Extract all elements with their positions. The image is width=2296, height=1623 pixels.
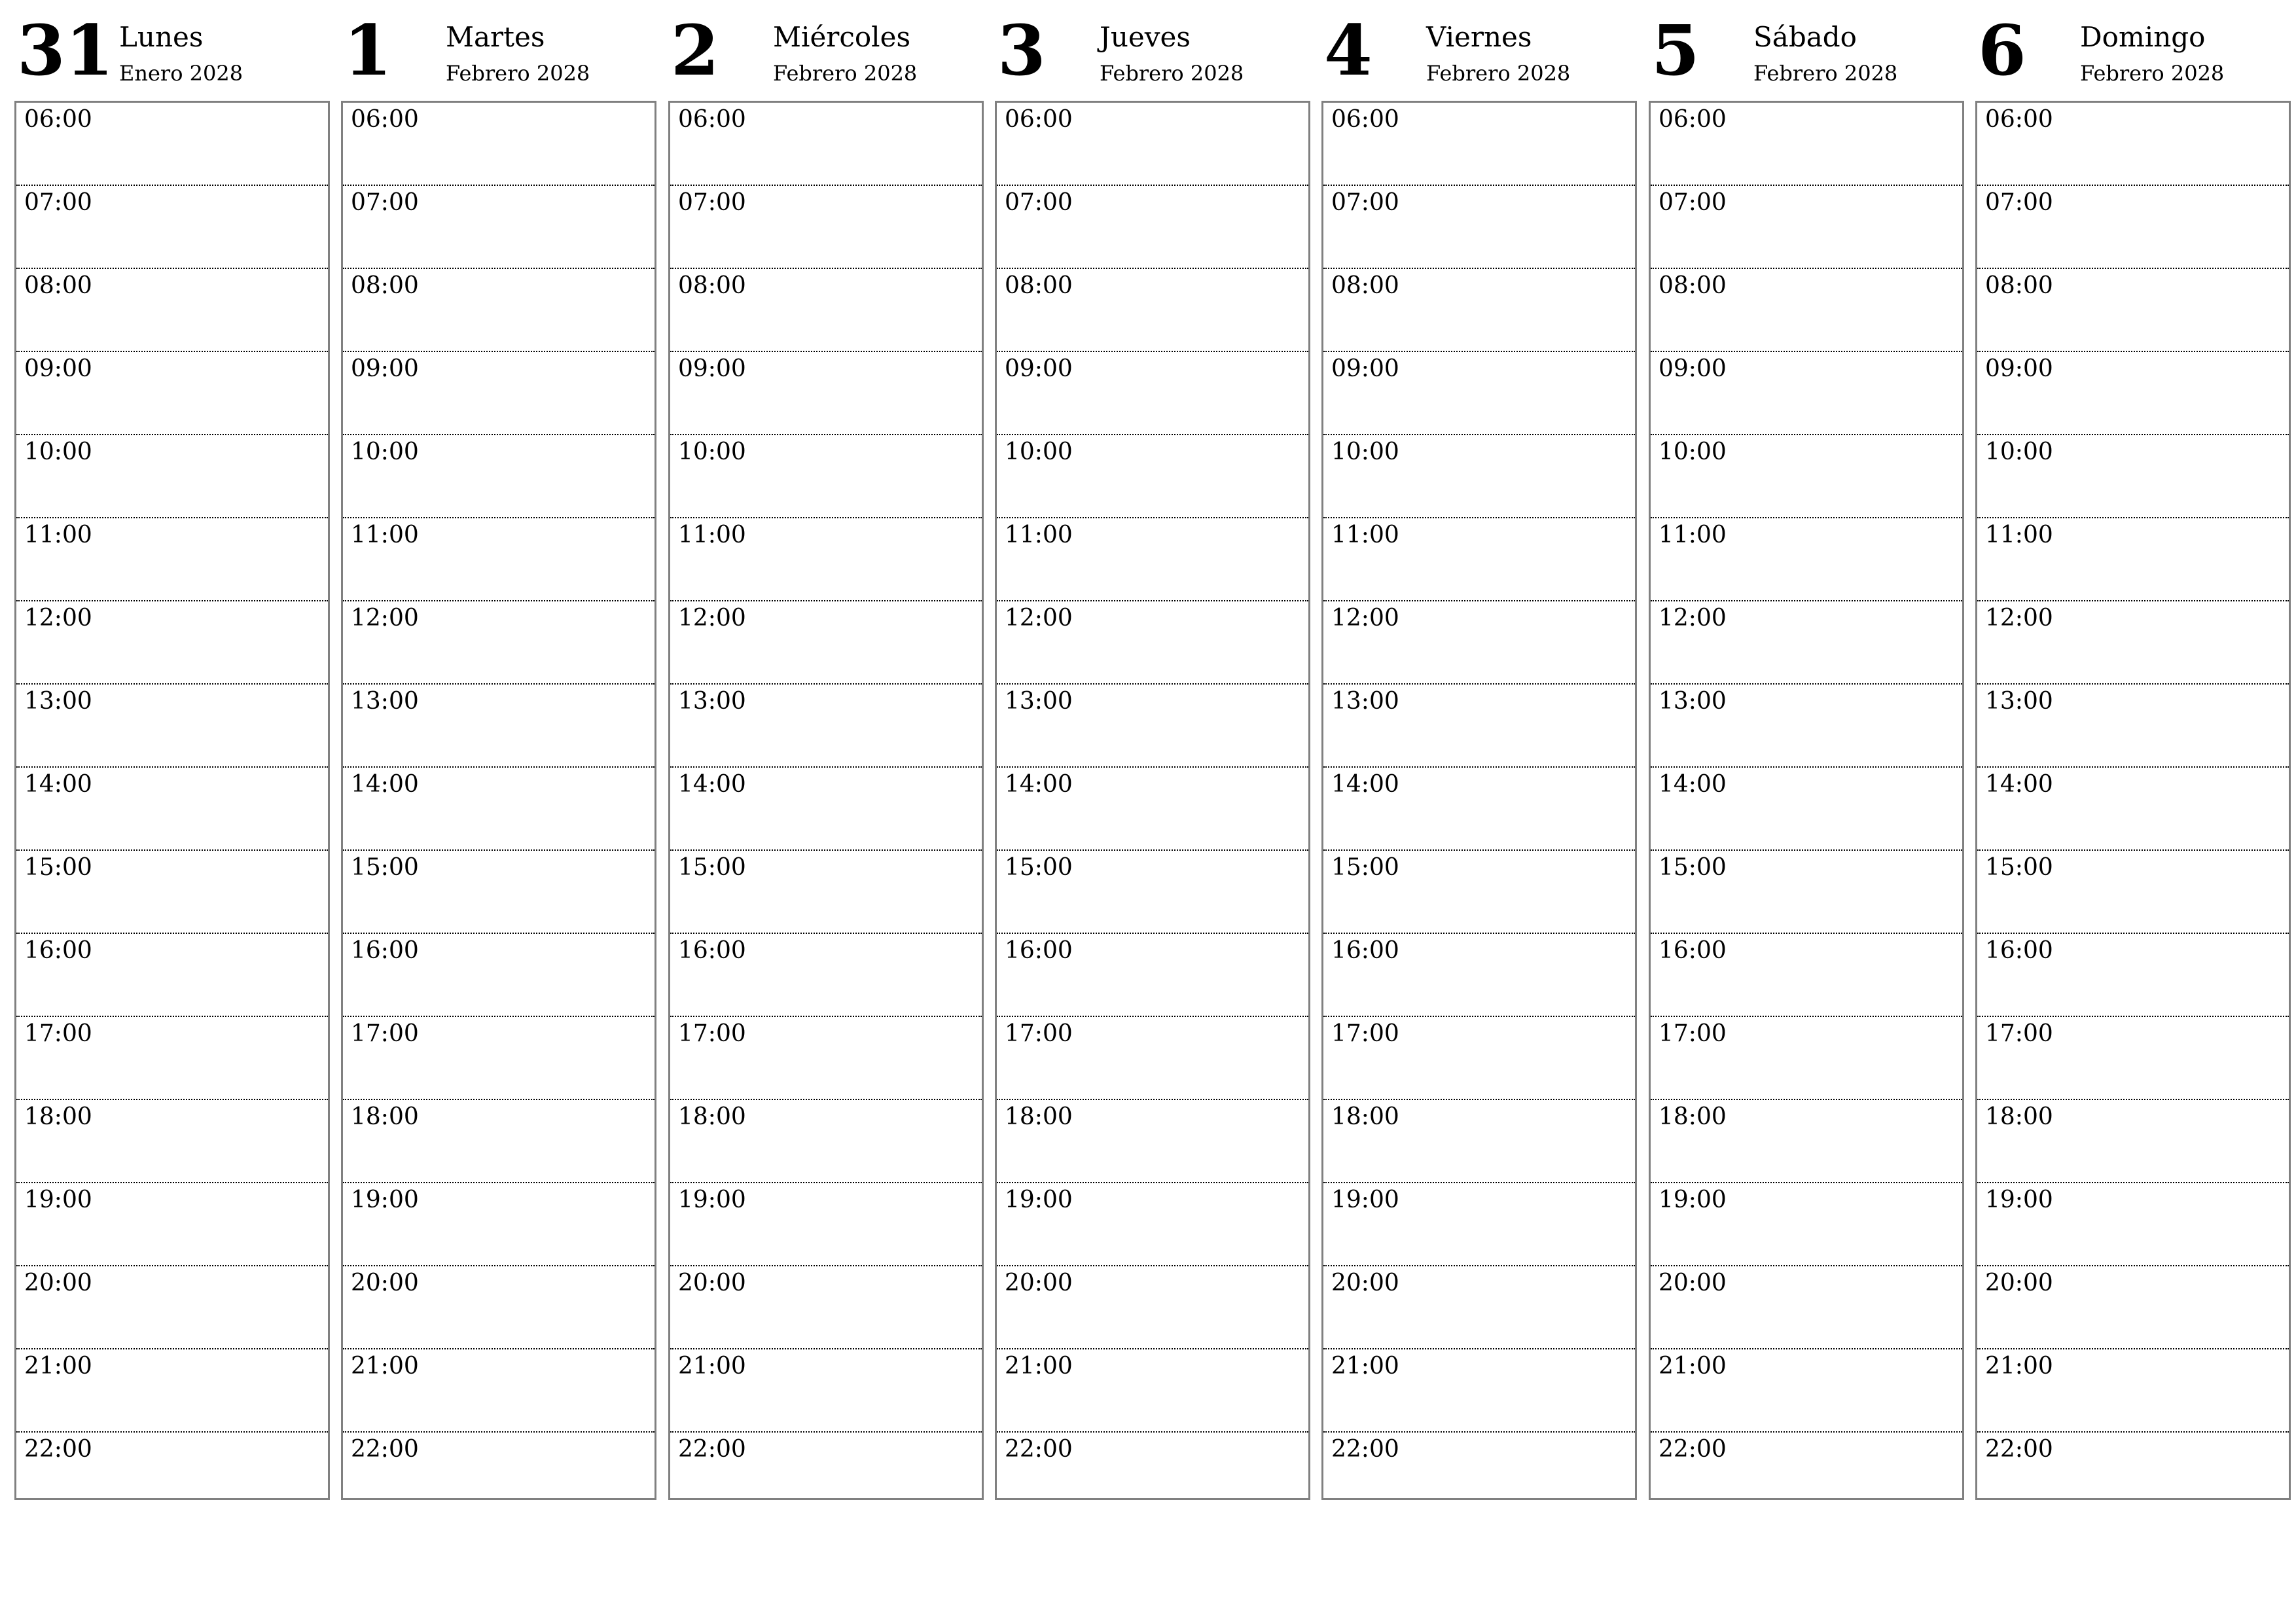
- time-slot-label: 13:00: [1005, 688, 1073, 715]
- time-slot-label: 10:00: [24, 438, 92, 465]
- time-slot-label: 06:00: [1659, 106, 1727, 133]
- day-schedule-box: [668, 101, 984, 1500]
- time-slot-label: 20:00: [24, 1270, 92, 1296]
- time-slot-label: 17:00: [1985, 1020, 2053, 1047]
- time-slot[interactable]: [1651, 186, 1962, 269]
- time-slot[interactable]: [997, 851, 1308, 934]
- time-slot-label: 17:00: [1331, 1020, 1399, 1047]
- day-month: Febrero 2028: [773, 61, 918, 86]
- time-slot[interactable]: [1651, 768, 1962, 851]
- time-slot-label: 18:00: [1985, 1103, 2053, 1130]
- time-slot-label: 19:00: [678, 1186, 746, 1213]
- time-slot-label: 07:00: [1005, 189, 1073, 216]
- time-slot[interactable]: [1977, 269, 2289, 352]
- time-slot[interactable]: [1651, 352, 1962, 435]
- day-month: Febrero 2028: [1100, 61, 1244, 86]
- time-slot[interactable]: [1323, 685, 1635, 768]
- time-slot[interactable]: [1651, 1266, 1962, 1349]
- time-slot[interactable]: [16, 269, 328, 352]
- time-slot-label: 13:00: [1659, 688, 1727, 715]
- time-slot[interactable]: [1977, 352, 2289, 435]
- time-slot-label: 12:00: [678, 605, 746, 632]
- time-slot[interactable]: [1651, 601, 1962, 685]
- time-slot[interactable]: [1323, 1183, 1635, 1266]
- time-slot[interactable]: [1323, 269, 1635, 352]
- time-slot-label: 14:00: [1005, 771, 1073, 798]
- time-slot-label: 09:00: [678, 355, 746, 382]
- time-slot[interactable]: [1651, 518, 1962, 601]
- time-slot-label: 13:00: [678, 688, 746, 715]
- time-slot[interactable]: [1977, 934, 2289, 1017]
- time-slot-label: 18:00: [24, 1103, 92, 1130]
- time-slot[interactable]: [670, 1349, 982, 1433]
- time-slot-label: 16:00: [24, 937, 92, 964]
- time-slot[interactable]: [343, 1433, 655, 1514]
- time-slot-label: 20:00: [1005, 1270, 1073, 1296]
- time-slot[interactable]: [1977, 1100, 2289, 1183]
- time-slot[interactable]: [1651, 1433, 1962, 1514]
- time-slot[interactable]: [1977, 1266, 2289, 1349]
- time-slot-label: 14:00: [351, 771, 419, 798]
- day-schedule-box: [1321, 101, 1637, 1500]
- time-slot[interactable]: [343, 1183, 655, 1266]
- time-slot-label: 11:00: [1985, 522, 2053, 548]
- time-slot[interactable]: [1323, 1017, 1635, 1100]
- time-slot-label: 20:00: [678, 1270, 746, 1296]
- time-slot-label: 07:00: [1985, 189, 2053, 216]
- time-slot[interactable]: [997, 435, 1308, 518]
- time-slot[interactable]: [1977, 186, 2289, 269]
- time-slot-label: 13:00: [351, 688, 419, 715]
- time-slot[interactable]: [670, 934, 982, 1017]
- day-number: 31: [17, 9, 114, 91]
- time-slot-label: 14:00: [1331, 771, 1399, 798]
- time-slot[interactable]: [343, 103, 655, 186]
- time-slot-label: 09:00: [1331, 355, 1399, 382]
- time-slot-label: 06:00: [678, 106, 746, 133]
- time-slot[interactable]: [343, 269, 655, 352]
- time-slot[interactable]: [16, 934, 328, 1017]
- time-slot[interactable]: [1651, 851, 1962, 934]
- time-slot-label: 10:00: [1005, 438, 1073, 465]
- time-slot[interactable]: [997, 768, 1308, 851]
- time-slot-label: 09:00: [1985, 355, 2053, 382]
- day-number: 1: [344, 9, 392, 91]
- time-slot[interactable]: [1323, 1433, 1635, 1514]
- day-schedule-box: [995, 101, 1310, 1500]
- time-slot-label: 21:00: [1005, 1353, 1073, 1380]
- day-number: 5: [1651, 9, 1700, 91]
- day-number: 6: [1978, 9, 2026, 91]
- time-slot[interactable]: [1977, 1017, 2289, 1100]
- time-slot[interactable]: [343, 435, 655, 518]
- time-slot-label: 20:00: [351, 1270, 419, 1296]
- time-slot[interactable]: [670, 186, 982, 269]
- time-slot[interactable]: [1977, 851, 2289, 934]
- day-schedule-box: [14, 101, 330, 1500]
- time-slot-label: 22:00: [351, 1436, 419, 1463]
- time-slot[interactable]: [16, 851, 328, 934]
- day-schedule-box: [341, 101, 656, 1500]
- time-slot[interactable]: [16, 1266, 328, 1349]
- time-slot-label: 22:00: [1659, 1436, 1727, 1463]
- time-slot-label: 06:00: [351, 106, 419, 133]
- time-slot[interactable]: [997, 352, 1308, 435]
- time-slot[interactable]: [1323, 851, 1635, 934]
- time-slot-label: 13:00: [1331, 688, 1399, 715]
- time-slot[interactable]: [997, 1433, 1308, 1514]
- time-slot[interactable]: [343, 601, 655, 685]
- time-slot[interactable]: [16, 685, 328, 768]
- time-slot-label: 08:00: [24, 272, 92, 299]
- time-slot[interactable]: [1651, 1017, 1962, 1100]
- time-slot-label: 20:00: [1331, 1270, 1399, 1296]
- time-slot-label: 09:00: [1005, 355, 1073, 382]
- day-name: Sábado: [1753, 21, 1857, 53]
- time-slot-label: 06:00: [1005, 106, 1073, 133]
- time-slot-label: 15:00: [678, 854, 746, 881]
- time-slot-label: 21:00: [678, 1353, 746, 1380]
- time-slot[interactable]: [16, 103, 328, 186]
- time-slot-label: 07:00: [351, 189, 419, 216]
- time-slot[interactable]: [670, 352, 982, 435]
- time-slot-label: 07:00: [678, 189, 746, 216]
- time-slot-label: 18:00: [1331, 1103, 1399, 1130]
- time-slot[interactable]: [997, 1017, 1308, 1100]
- time-slot-label: 21:00: [1659, 1353, 1727, 1380]
- time-slot-label: 22:00: [24, 1436, 92, 1463]
- day-header: [14, 0, 329, 99]
- time-slot[interactable]: [1323, 103, 1635, 186]
- time-slot[interactable]: [670, 518, 982, 601]
- day-name: Viernes: [1426, 21, 1532, 53]
- time-slot-label: 22:00: [1005, 1436, 1073, 1463]
- time-slot[interactable]: [997, 1183, 1308, 1266]
- time-slot[interactable]: [1651, 1349, 1962, 1433]
- time-slot-label: 07:00: [1331, 189, 1399, 216]
- day-month: Enero 2028: [119, 61, 243, 86]
- time-slot[interactable]: [1651, 103, 1962, 186]
- time-slot[interactable]: [1977, 103, 2289, 186]
- day-month: Febrero 2028: [2080, 61, 2225, 86]
- time-slot[interactable]: [1651, 1100, 1962, 1183]
- time-slot-label: 19:00: [1005, 1186, 1073, 1213]
- time-slot[interactable]: [343, 186, 655, 269]
- time-slot-label: 21:00: [351, 1353, 419, 1380]
- time-slot-label: 08:00: [1659, 272, 1727, 299]
- time-slot[interactable]: [343, 1017, 655, 1100]
- time-slot-label: 10:00: [351, 438, 419, 465]
- time-slot-label: 22:00: [1985, 1436, 2053, 1463]
- time-slot-label: 19:00: [1659, 1186, 1727, 1213]
- day-schedule-box: [1649, 101, 1964, 1500]
- day-number: 2: [671, 9, 719, 91]
- time-slot-label: 10:00: [678, 438, 746, 465]
- time-slot-label: 06:00: [24, 106, 92, 133]
- time-slot-label: 22:00: [678, 1436, 746, 1463]
- time-slot[interactable]: [16, 435, 328, 518]
- time-slot[interactable]: [343, 1266, 655, 1349]
- day-schedule-box: [1975, 101, 2291, 1500]
- time-slot[interactable]: [1977, 685, 2289, 768]
- time-slot-label: 06:00: [1331, 106, 1399, 133]
- time-slot[interactable]: [343, 1100, 655, 1183]
- time-slot-label: 21:00: [1331, 1353, 1399, 1380]
- time-slot[interactable]: [1323, 518, 1635, 601]
- day-month: Febrero 2028: [446, 61, 590, 86]
- time-slot[interactable]: [997, 1266, 1308, 1349]
- time-slot[interactable]: [997, 186, 1308, 269]
- time-slot-label: 09:00: [24, 355, 92, 382]
- day-header: [341, 0, 655, 99]
- time-slot-label: 11:00: [678, 522, 746, 548]
- time-slot[interactable]: [1977, 435, 2289, 518]
- time-slot-label: 18:00: [678, 1103, 746, 1130]
- day-month: Febrero 2028: [1753, 61, 1898, 86]
- time-slot-label: 12:00: [351, 605, 419, 632]
- time-slot-label: 11:00: [1005, 522, 1073, 548]
- time-slot[interactable]: [343, 685, 655, 768]
- time-slot-label: 17:00: [351, 1020, 419, 1047]
- time-slot-label: 15:00: [1005, 854, 1073, 881]
- time-slot-label: 17:00: [1005, 1020, 1073, 1047]
- time-slot[interactable]: [670, 601, 982, 685]
- time-slot[interactable]: [1323, 1266, 1635, 1349]
- time-slot-label: 10:00: [1331, 438, 1399, 465]
- time-slot[interactable]: [1651, 934, 1962, 1017]
- time-slot-label: 07:00: [24, 189, 92, 216]
- time-slot[interactable]: [997, 103, 1308, 186]
- time-slot[interactable]: [1651, 1183, 1962, 1266]
- time-slot[interactable]: [343, 518, 655, 601]
- time-slot[interactable]: [343, 352, 655, 435]
- time-slot[interactable]: [16, 1349, 328, 1433]
- time-slot[interactable]: [1977, 768, 2289, 851]
- time-slot-label: 07:00: [1659, 189, 1727, 216]
- time-slot[interactable]: [1323, 186, 1635, 269]
- time-slot[interactable]: [997, 518, 1308, 601]
- time-slot-label: 13:00: [24, 688, 92, 715]
- time-slot-label: 22:00: [1331, 1436, 1399, 1463]
- time-slot[interactable]: [1323, 1349, 1635, 1433]
- time-slot[interactable]: [1977, 1349, 2289, 1433]
- day-number: 3: [997, 9, 1046, 91]
- time-slot[interactable]: [16, 1017, 328, 1100]
- day-header: [668, 0, 982, 99]
- time-slot-label: 14:00: [678, 771, 746, 798]
- time-slot[interactable]: [1977, 601, 2289, 685]
- time-slot[interactable]: [16, 186, 328, 269]
- time-slot-label: 12:00: [1005, 605, 1073, 632]
- time-slot[interactable]: [670, 685, 982, 768]
- day-number: 4: [1324, 9, 1372, 91]
- day-header: [1975, 0, 2289, 99]
- time-slot-label: 11:00: [1331, 522, 1399, 548]
- time-slot[interactable]: [1323, 352, 1635, 435]
- time-slot-label: 06:00: [1985, 106, 2053, 133]
- time-slot[interactable]: [16, 518, 328, 601]
- time-slot-label: 16:00: [1331, 937, 1399, 964]
- time-slot-label: 10:00: [1659, 438, 1727, 465]
- day-name: Martes: [446, 21, 545, 53]
- day-header: [1649, 0, 1963, 99]
- time-slot-label: 21:00: [1985, 1353, 2053, 1380]
- time-slot-label: 09:00: [351, 355, 419, 382]
- time-slot-label: 12:00: [1659, 605, 1727, 632]
- time-slot-label: 19:00: [351, 1186, 419, 1213]
- day-month: Febrero 2028: [1426, 61, 1571, 86]
- time-slot-label: 16:00: [1005, 937, 1073, 964]
- day-name: Lunes: [119, 21, 204, 53]
- day-header: [1321, 0, 1636, 99]
- time-slot-label: 14:00: [1985, 771, 2053, 798]
- time-slot-label: 17:00: [678, 1020, 746, 1047]
- time-slot-label: 09:00: [1659, 355, 1727, 382]
- time-slot-label: 18:00: [1659, 1103, 1727, 1130]
- time-slot-label: 19:00: [1985, 1186, 2053, 1213]
- time-slot-label: 08:00: [1005, 272, 1073, 299]
- time-slot-label: 18:00: [351, 1103, 419, 1130]
- time-slot[interactable]: [343, 934, 655, 1017]
- time-slot[interactable]: [997, 269, 1308, 352]
- time-slot-label: 12:00: [24, 605, 92, 632]
- time-slot-label: 08:00: [351, 272, 419, 299]
- time-slot[interactable]: [670, 851, 982, 934]
- time-slot[interactable]: [1651, 435, 1962, 518]
- time-slot-label: 14:00: [24, 771, 92, 798]
- time-slot[interactable]: [1323, 435, 1635, 518]
- time-slot[interactable]: [997, 601, 1308, 685]
- time-slot[interactable]: [16, 352, 328, 435]
- time-slot[interactable]: [1977, 1183, 2289, 1266]
- day-name: Domingo: [2080, 21, 2206, 53]
- time-slot-label: 08:00: [678, 272, 746, 299]
- time-slot-label: 08:00: [1331, 272, 1399, 299]
- time-slot-label: 17:00: [1659, 1020, 1727, 1047]
- time-slot-label: 16:00: [351, 937, 419, 964]
- time-slot-label: 17:00: [24, 1020, 92, 1047]
- time-slot-label: 19:00: [1331, 1186, 1399, 1213]
- time-slot[interactable]: [16, 1183, 328, 1266]
- time-slot[interactable]: [670, 103, 982, 186]
- time-slot-label: 20:00: [1985, 1270, 2053, 1296]
- time-slot-label: 15:00: [1985, 854, 2053, 881]
- time-slot[interactable]: [1323, 934, 1635, 1017]
- time-slot[interactable]: [670, 1266, 982, 1349]
- time-slot[interactable]: [670, 768, 982, 851]
- time-slot-label: 15:00: [1331, 854, 1399, 881]
- time-slot-label: 11:00: [24, 522, 92, 548]
- time-slot[interactable]: [1977, 1433, 2289, 1514]
- time-slot[interactable]: [670, 269, 982, 352]
- time-slot[interactable]: [997, 1349, 1308, 1433]
- time-slot[interactable]: [1651, 685, 1962, 768]
- time-slot-label: 15:00: [351, 854, 419, 881]
- time-slot-label: 16:00: [1659, 937, 1727, 964]
- time-slot-label: 08:00: [1985, 272, 2053, 299]
- time-slot[interactable]: [1323, 601, 1635, 685]
- time-slot[interactable]: [16, 1433, 328, 1514]
- day-header: [995, 0, 1309, 99]
- day-name: Jueves: [1100, 21, 1191, 53]
- time-slot[interactable]: [343, 851, 655, 934]
- day-name: Miércoles: [773, 21, 911, 53]
- time-slot[interactable]: [1323, 1100, 1635, 1183]
- time-slot-label: 11:00: [1659, 522, 1727, 548]
- time-slot-label: 20:00: [1659, 1270, 1727, 1296]
- time-slot-label: 16:00: [678, 937, 746, 964]
- time-slot-label: 21:00: [24, 1353, 92, 1380]
- time-slot[interactable]: [670, 1433, 982, 1514]
- time-slot[interactable]: [997, 1100, 1308, 1183]
- time-slot[interactable]: [1977, 518, 2289, 601]
- time-slot-label: 15:00: [24, 854, 92, 881]
- time-slot[interactable]: [670, 435, 982, 518]
- time-slot[interactable]: [997, 934, 1308, 1017]
- time-slot[interactable]: [670, 1183, 982, 1266]
- time-slot-label: 12:00: [1985, 605, 2053, 632]
- time-slot[interactable]: [997, 685, 1308, 768]
- time-slot[interactable]: [1323, 768, 1635, 851]
- time-slot[interactable]: [16, 601, 328, 685]
- time-slot-label: 16:00: [1985, 937, 2053, 964]
- time-slot-label: 19:00: [24, 1186, 92, 1213]
- time-slot[interactable]: [1651, 269, 1962, 352]
- time-slot-label: 18:00: [1005, 1103, 1073, 1130]
- time-slot-label: 10:00: [1985, 438, 2053, 465]
- time-slot[interactable]: [670, 1100, 982, 1183]
- time-slot[interactable]: [16, 768, 328, 851]
- time-slot-label: 11:00: [351, 522, 419, 548]
- time-slot[interactable]: [343, 768, 655, 851]
- time-slot[interactable]: [16, 1100, 328, 1183]
- time-slot-label: 14:00: [1659, 771, 1727, 798]
- time-slot[interactable]: [343, 1349, 655, 1433]
- time-slot-label: 12:00: [1331, 605, 1399, 632]
- time-slot-label: 13:00: [1985, 688, 2053, 715]
- time-slot-label: 15:00: [1659, 854, 1727, 881]
- time-slot[interactable]: [670, 1017, 982, 1100]
